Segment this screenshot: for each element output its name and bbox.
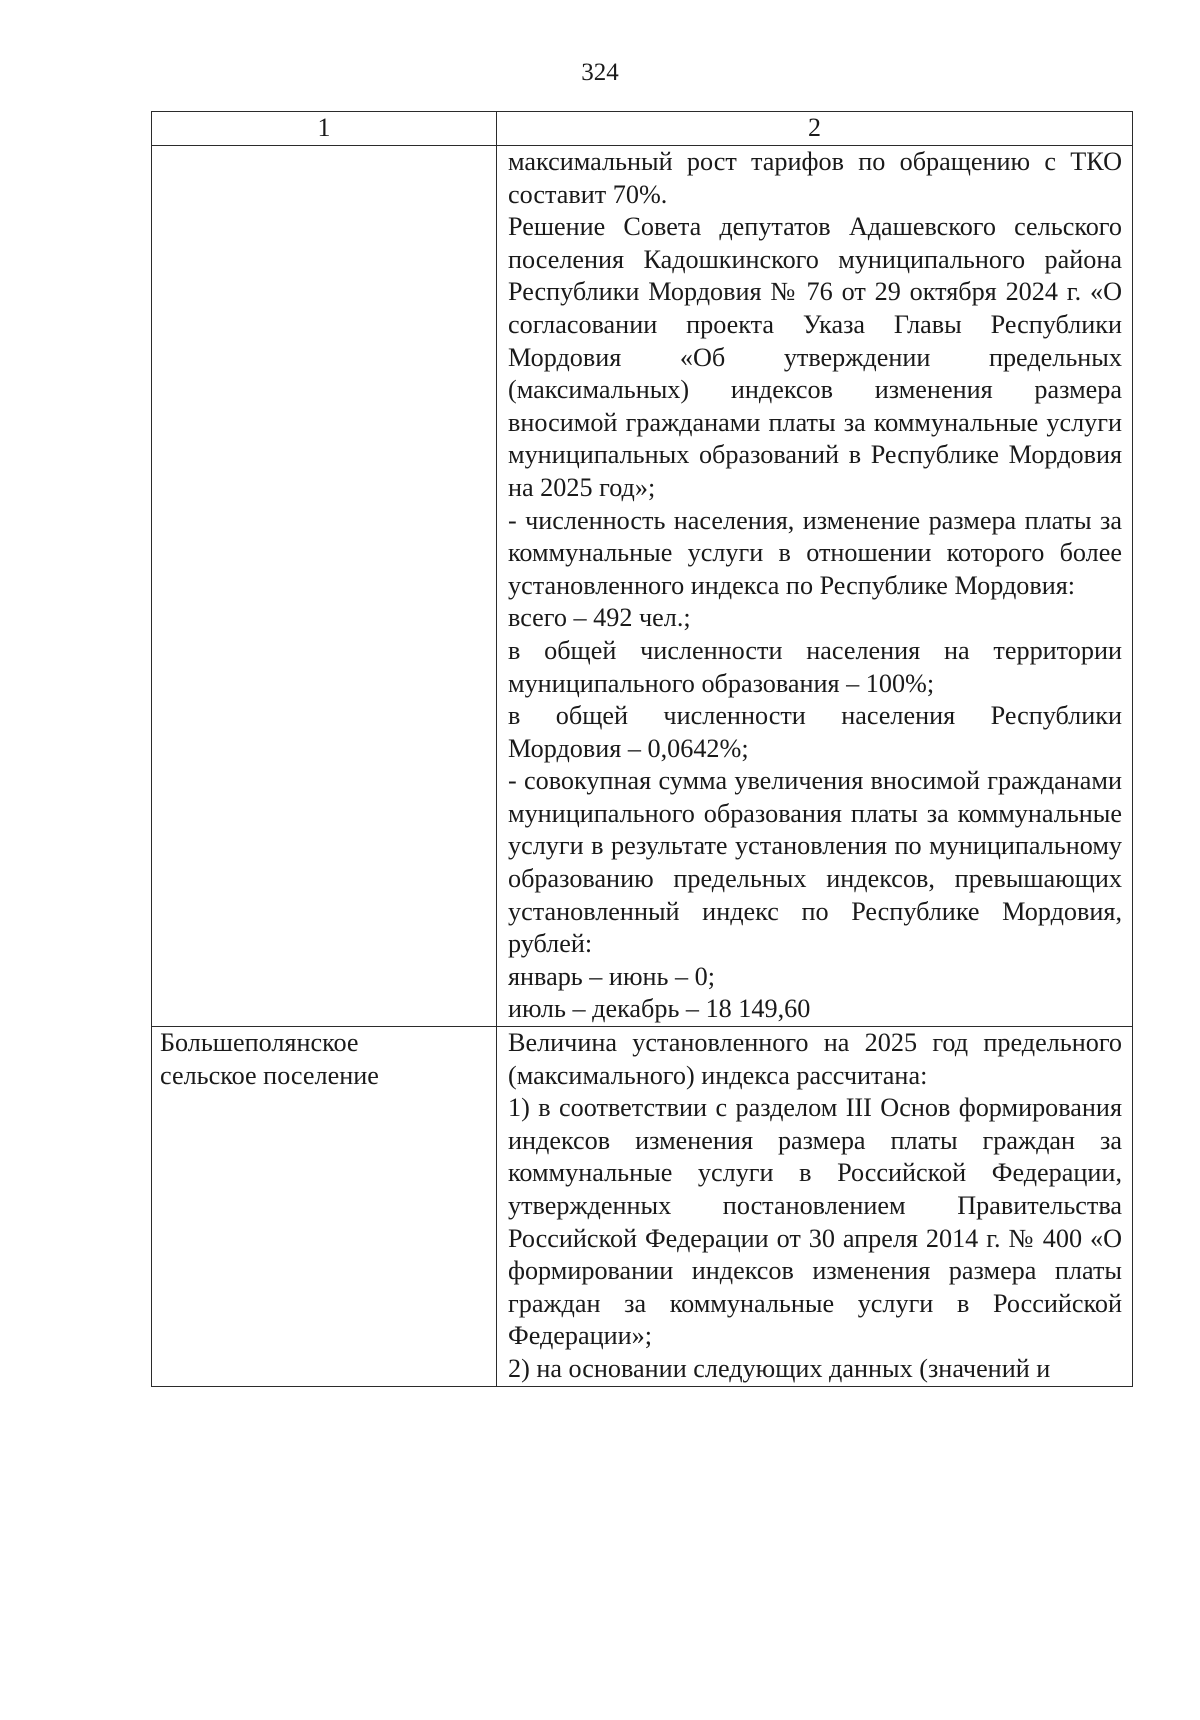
paragraph: 1) в соответствии с разделом III Основ формирования индексов изменения размера платы граждан за коммунальные услуги в Российской Федерации, утвержденных постановлением Правительства Российской Федерации от 30 апреля 2014 г. № 400 «О формировании индексов изменения размера платы граждан за коммунальные услуги в Российской Федерации»; [508,1093,1122,1351]
paragraph: в общей численности населения Республики Мордовия – 0,0642%; [508,701,1122,763]
paragraph: Величина установленного на 2025 год предельного (максимального) индекса рассчитана: [508,1028,1122,1090]
table-row [152,1027,1133,1387]
description-cell [497,146,1133,1027]
column-header-2: 2 [497,112,1133,146]
paragraph: в общей численности населения на территории муниципального образования – 100%; [508,635,1122,698]
settlement-cell [152,1027,497,1387]
column-header-1: 1 [152,112,497,146]
paragraph: всего – 492 чел.; [508,603,691,633]
table-row [152,146,1133,1027]
document-table [151,111,1133,1387]
description-cell [497,1027,1133,1387]
settlement-cell [152,146,497,1027]
page-number: 324 [581,59,619,86]
paragraph: Решение Совета депутатов Адашевского сельского поселения Кадошкинского муниципального района Республики Мордовия № 76 от 29 октября 2024 г. «О согласовании проекта Указа Главы Республики Мордовия «Об утверждении предельных (максимальных) индексов изменения размера вносимой гражданами платы за коммунальные услуги муниципальных образований в Республике Мордовия на 2025 год»; [508,212,1122,502]
paragraph: - совокупная сумма увеличения вносимой гражданами муниципального образования платы за коммунальные услуги в результате установления по муниципальному образованию предельных индексов, превышающих установленный индекс по Республике Мордовия, рублей: [508,766,1122,959]
paragraph: - численность населения, изменение размера платы за коммунальные услуги в отношении которого более установленного индекса по Республике Мордовия: [508,505,1122,600]
settlement-name: Большеполянское сельское поселение [160,1028,379,1090]
table-header-row [152,112,1133,146]
paragraph: максимальный рост тарифов по обращению с ТКО составит 70%. [508,147,1122,209]
paragraph: июль – декабрь – 18 149,60 [508,994,811,1024]
paragraph: 2) на основании следующих данных (значений и [508,1353,1051,1383]
paragraph: январь – июнь – 0; [508,961,716,991]
